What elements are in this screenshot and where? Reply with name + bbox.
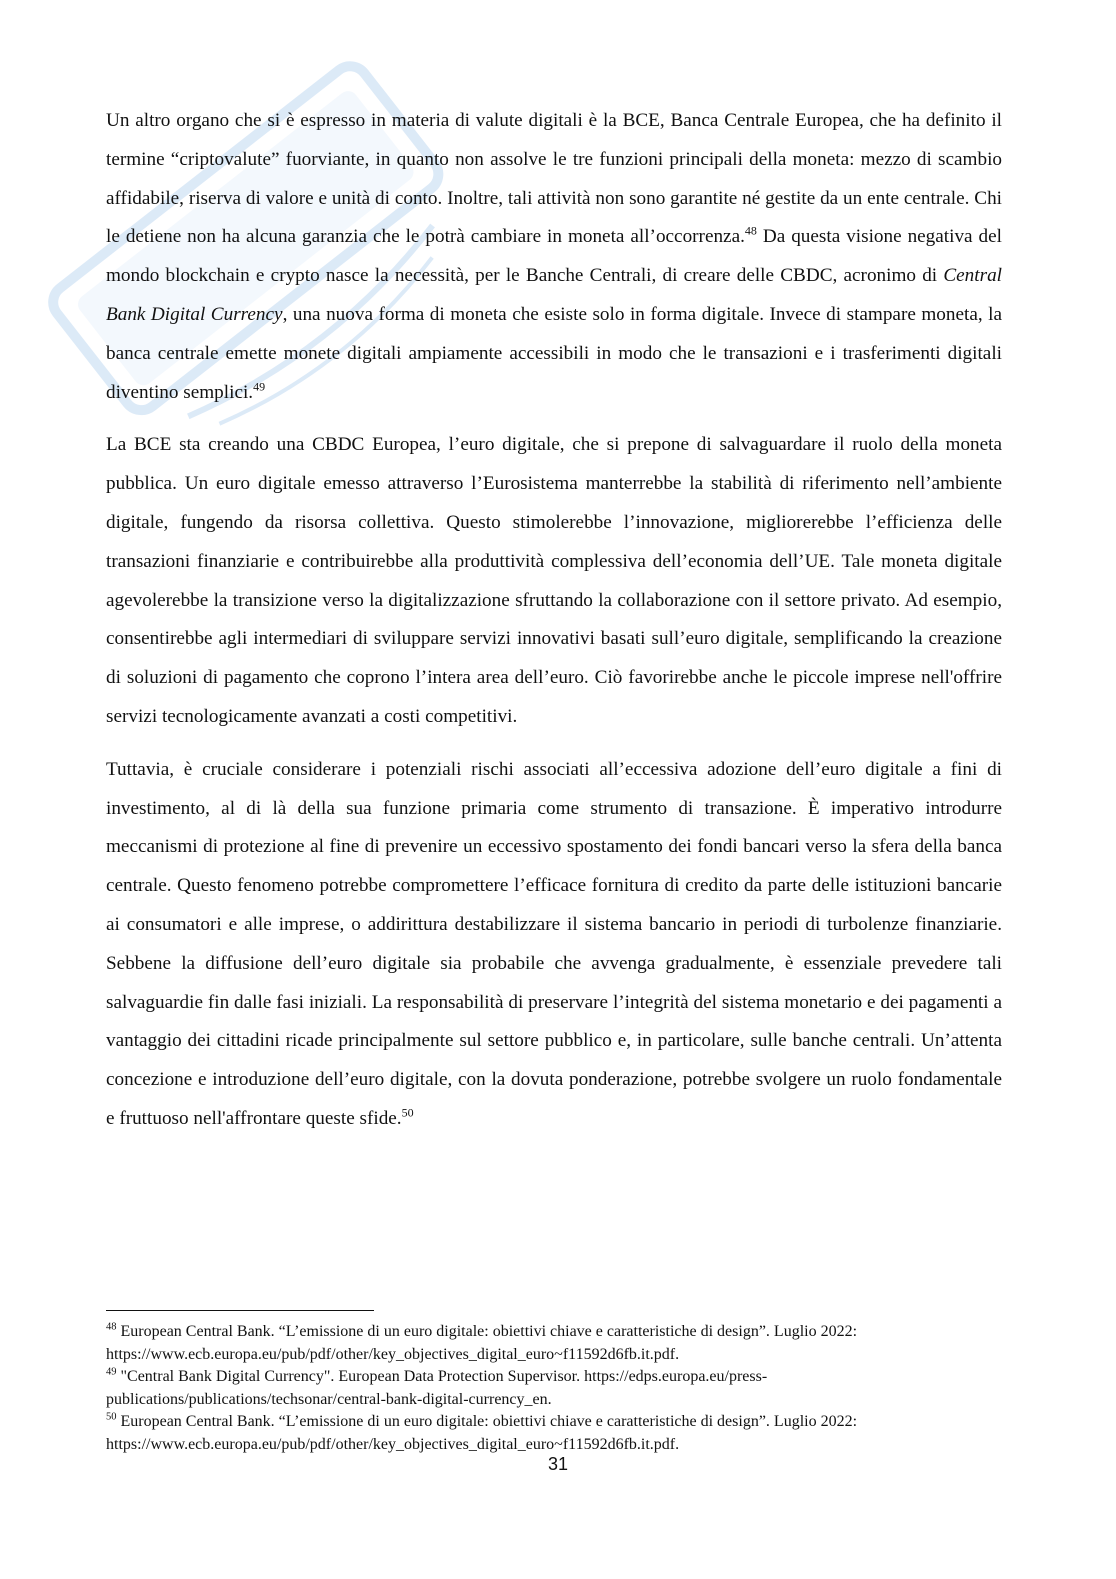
footnote-text: "Central Bank Digital Currency". European Data Protection Supervisor. https://edps.europa.eu/press-publications/publications/techsonar/central-bank-digital-currency_en. <box>106 1368 768 1408</box>
paragraph-3-text: Tuttavia, è cruciale considerare i potenziali rischi associati all’eccessiva adozione dell’euro digitale a fini di investimento, al di là della sua funzione primaria come strumento di transazione. È imperativo introdurre meccanismi di protezione al fine di prevenire un eccessivo spostamento dei fondi bancari verso la sfera della banca centrale. Questo fenomeno potrebbe compromettere l’efficace fornitura di credito da parte delle istituzioni bancarie ai consumatori e alle imprese, o addirittura destabilizzare il sistema bancario in periodi di turbolenze finanziarie. Sebbene la diffusione dell’euro digitale sia probabile che avvenga gradualmente, è essenziale prevedere tali salvaguardie fin dalle fasi iniziali. La responsabilità di preservare l’integrità del sistema monetario e dei pagamenti a vantaggio dei cittadini ricade principalmente sul settore pubblico e, in particolare, sulle banche centrali. Un’attenta concezione e introduzione dell’euro digitale, con la dovuta ponderazione, potrebbe svolgere un ruolo fondamentale e fruttuoso nell'affrontare queste sfide. <box>106 758 1002 1129</box>
paragraph-1-text-end: , una nuova forma di moneta che esiste solo in forma digitale. Invece di stampare moneta, la banca centrale emette monete digitali ampiamente accessibili in modo che le transazioni e i trasferimenti digitali diventino semplici. <box>106 303 1002 403</box>
footnotes <box>106 1321 1002 1456</box>
footnote-text: European Central Bank. “L’emissione di un euro digitale: obiettivi chiave e caratteristiche di design”. Luglio 2022: https://www.ecb.europa.eu/pub/pdf/other/key_objectives_digital_euro~f11592d6fb.it.pdf. <box>106 1323 858 1363</box>
footnote-separator <box>106 1310 374 1311</box>
footnote-50 <box>106 1411 1002 1456</box>
paragraph-1 <box>106 102 1002 412</box>
paragraph-3 <box>106 751 1002 1139</box>
footnote-48 <box>106 1321 1002 1366</box>
page-number: 31 <box>547 1454 569 1474</box>
footnote-number: 48 <box>106 1321 117 1333</box>
paragraph-2 <box>106 426 1002 736</box>
footnote-ref-48[interactable]: 48 <box>744 224 757 238</box>
main-text <box>106 102 1002 1153</box>
paragraph-1-text-middle: Da questa visione negativa del mondo blockchain e crypto nasce la necessità, per le Banche Centrali, di creare delle CBDC, acronimo di <box>106 226 1002 287</box>
footnote-ref-50[interactable]: 50 <box>401 1105 414 1120</box>
footnote-ref-49[interactable]: 49 <box>253 379 266 394</box>
footnote-text: European Central Bank. “L’emissione di un euro digitale: obiettivi chiave e caratteristiche di design”. Luglio 2022: https://www.ecb.europa.eu/pub/pdf/other/key_objectives_digital_euro~f11592d6fb.it.pdf. <box>106 1413 858 1453</box>
footnote-number: 50 <box>106 1411 117 1423</box>
footnote-49 <box>106 1366 1002 1411</box>
paragraph-1-text: Un altro organo che si è espresso in materia di valute digitali è la BCE, Banca Centrale Europea, che ha definito il termine “criptovalute” fuorviante, in quanto non assolve le tre funzioni principali della moneta: mezzo di scambio affidabile, riserva di valore e unità di conto. Inoltre, tali attività non sono garantite né gestite da un ente centrale. Chi le detiene non ha alcuna garanzia che le potrà cambiare in moneta all’occorrenza. <box>106 110 1002 248</box>
paragraph-2-text: La BCE sta creando una CBDC Europea, l’euro digitale, che si prepone di salvaguardare il ruolo della moneta pubblica. Un euro digitale emesso attraverso l’Eurosistema manterrebbe la stabilità di riferimento nell’ambiente digitale, fungendo da risorsa collettiva. Questo stimolerebbe l’innovazione, migliorerebbe l’efficienza delle transazioni finanziarie e contribuirebbe alla produttività complessiva dell’economia dell’UE. Tale moneta digitale agevolerebbe la transizione verso la digitalizzazione sfruttando la collaborazione con il settore privato. Ad esempio, consentirebbe agli intermediari di sviluppare servizi innovativi basati sull’euro digitale, semplificando la creazione di soluzioni di pagamento che coprono l’intera area dell’euro. Ciò favorirebbe anche le piccole imprese nell'offrire servizi tecnologicamente avanzati a costi competitivi. <box>106 434 1002 727</box>
footnote-number: 49 <box>106 1366 117 1378</box>
paragraph-1-italic-term: Central Bank Digital Currency <box>106 265 1002 325</box>
